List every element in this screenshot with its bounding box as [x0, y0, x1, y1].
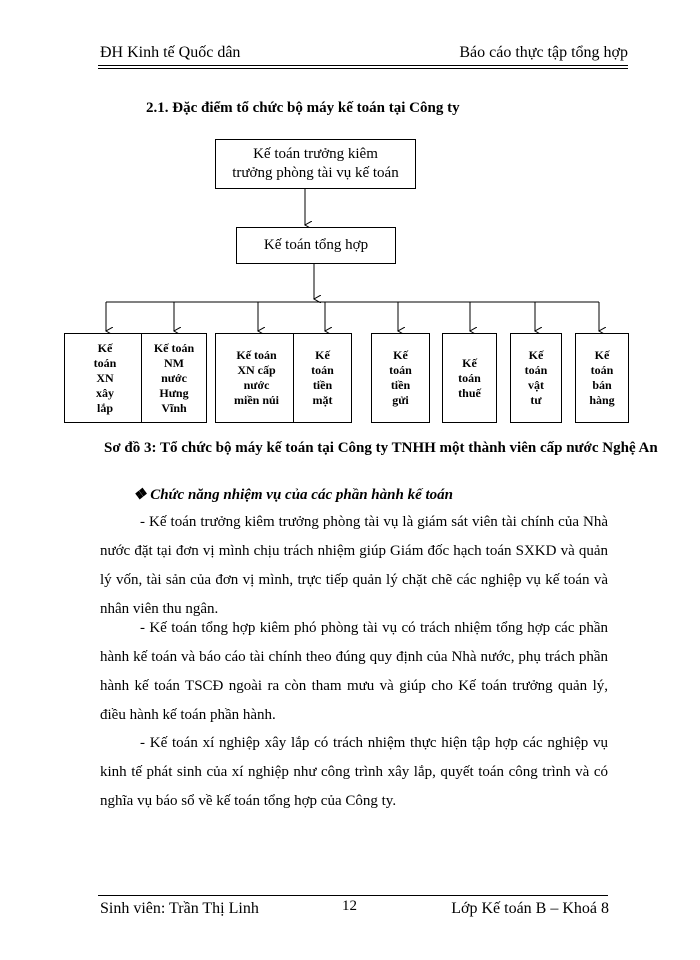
accountant-unit-line: tư — [530, 393, 542, 407]
sub-heading — [133, 485, 453, 504]
accountant-unit-4 — [293, 333, 352, 423]
accountant-unit-line: miền núi — [233, 393, 279, 407]
header-school: ĐH Kinh tế Quốc dân — [100, 44, 241, 61]
accountant-unit-line: Kế — [594, 348, 610, 362]
accountant-unit-line: Kế — [462, 355, 477, 370]
diamond-bullet-icon: ❖ — [133, 487, 147, 503]
paragraph-text: - Kế toán tổng hợp kiêm phó phòng tài vụ có trách nhiệm tổng hợp các phần hành kế toán và báo cáo tài chính theo đúng quy định của Nhà nước, phụ trách phần hành kế toán TSCĐ ngoài ra còn tham mưu và giúp cho Kế toán trưởng quản lý, điều hành kế toán phần hành. — [100, 620, 608, 723]
accountant-unit-line: toán — [311, 363, 334, 377]
accountant-unit-line: toán — [590, 363, 614, 377]
accountant-unit-line: vật — [527, 378, 544, 392]
accountant-unit-line: toán — [389, 363, 412, 377]
paragraph-general-accountant — [100, 614, 608, 730]
accountant-unit-line: tiền — [390, 378, 411, 392]
accountant-unit-line: XN — [96, 370, 114, 385]
chief-accountant-line-2: trưởng phòng tài vụ kế toán — [232, 165, 399, 181]
accountant-unit-line: mặt — [312, 393, 333, 407]
accountant-unit-line: nước — [161, 370, 187, 385]
general-accountant-label: Kế toán tổng hợp — [263, 237, 369, 253]
footer-student: Sinh viên: Trần Thị Linh — [100, 900, 259, 917]
accountant-unit-line: XN cấp — [237, 363, 276, 377]
accountant-unit-line: Kế toán — [153, 340, 195, 355]
paragraph-text: - Kế toán xí nghiệp xây lắp có trách nhiệm thực hiện tập hợp các nghiệp vụ kinh tế phát sinh của xí nghiệp như công trình xây lắp, quyết toán công trình và có nghĩa vụ báo sổ về kế toán tổng hợp của Công ty. — [100, 735, 608, 809]
accountant-unit-line: gửi — [392, 393, 409, 407]
accountant-unit-line: Vĩnh — [161, 400, 187, 415]
accountant-unit-7 — [510, 333, 562, 423]
accountant-unit-line: hàng — [589, 393, 615, 407]
accountant-unit-8 — [575, 333, 629, 423]
accountant-unit-line: Kế — [97, 340, 113, 355]
general-accountant-box — [236, 227, 396, 264]
accountant-unit-line: NM — [164, 355, 184, 370]
paragraph-chief-accountant — [100, 508, 608, 624]
paragraph-text: - Kế toán trưởng kiêm trưởng phòng tài vụ là giám sát viên tài chính của Nhà nước đặt tại đơn vị mình chịu trách nhiệm giúp Giám đốc hạch toán SXKD và quản lý vốn, tài sản của đơn vị mình, trực tiếp quản lý chặt chẽ các nghiệp vụ kế toán và nhân viên thu ngân. — [100, 514, 608, 617]
accountant-unit-line: lắp — [96, 400, 113, 415]
accountant-unit-2 — [141, 333, 207, 423]
page-number: 12 — [342, 898, 357, 914]
accountant-unit-line: Kế toán — [236, 348, 277, 362]
section-title: 2.1. Đặc điểm tổ chức bộ máy kế toán tại Công ty — [146, 100, 460, 116]
accountant-unit-line: Kế — [315, 348, 330, 362]
sub-heading-text: Chức năng nhiệm vụ của các phần hành kế toán — [150, 487, 454, 503]
accountant-unit-line: Kế — [393, 348, 408, 362]
accountant-unit-1 — [64, 333, 146, 423]
accountant-unit-5 — [371, 333, 430, 423]
accountant-unit-3 — [215, 333, 298, 423]
accountant-unit-line: thuế — [458, 385, 481, 400]
accountant-unit-line: bán — [592, 378, 612, 392]
accountant-unit-line: nước — [243, 378, 270, 392]
chief-accountant-box — [215, 139, 416, 189]
accountant-unit-line: toán — [93, 355, 117, 370]
footer-class: Lớp Kế toán B – Khoá 8 — [451, 900, 609, 917]
accountant-unit-line: xây — [95, 385, 114, 400]
accountant-unit-line: tiền — [312, 378, 333, 392]
header-report-title: Báo cáo thực tập tổng hợp — [459, 44, 628, 61]
accountant-unit-line: Kế — [528, 348, 544, 362]
accountant-unit-line: Hưng — [159, 385, 189, 400]
chart-caption: Sơ đồ 3: Tổ chức bộ máy kế toán tại Công ty TNHH một thành viên cấp nước Nghệ An — [104, 440, 658, 456]
footer-divider — [98, 895, 608, 896]
accountant-unit-6 — [442, 333, 497, 423]
paragraph-construction-accountant — [100, 729, 608, 816]
accountant-unit-line: toán — [458, 370, 481, 385]
chief-accountant-line-1: Kế toán trưởng kiêm — [253, 146, 378, 162]
accountant-unit-line: toán — [524, 363, 548, 377]
